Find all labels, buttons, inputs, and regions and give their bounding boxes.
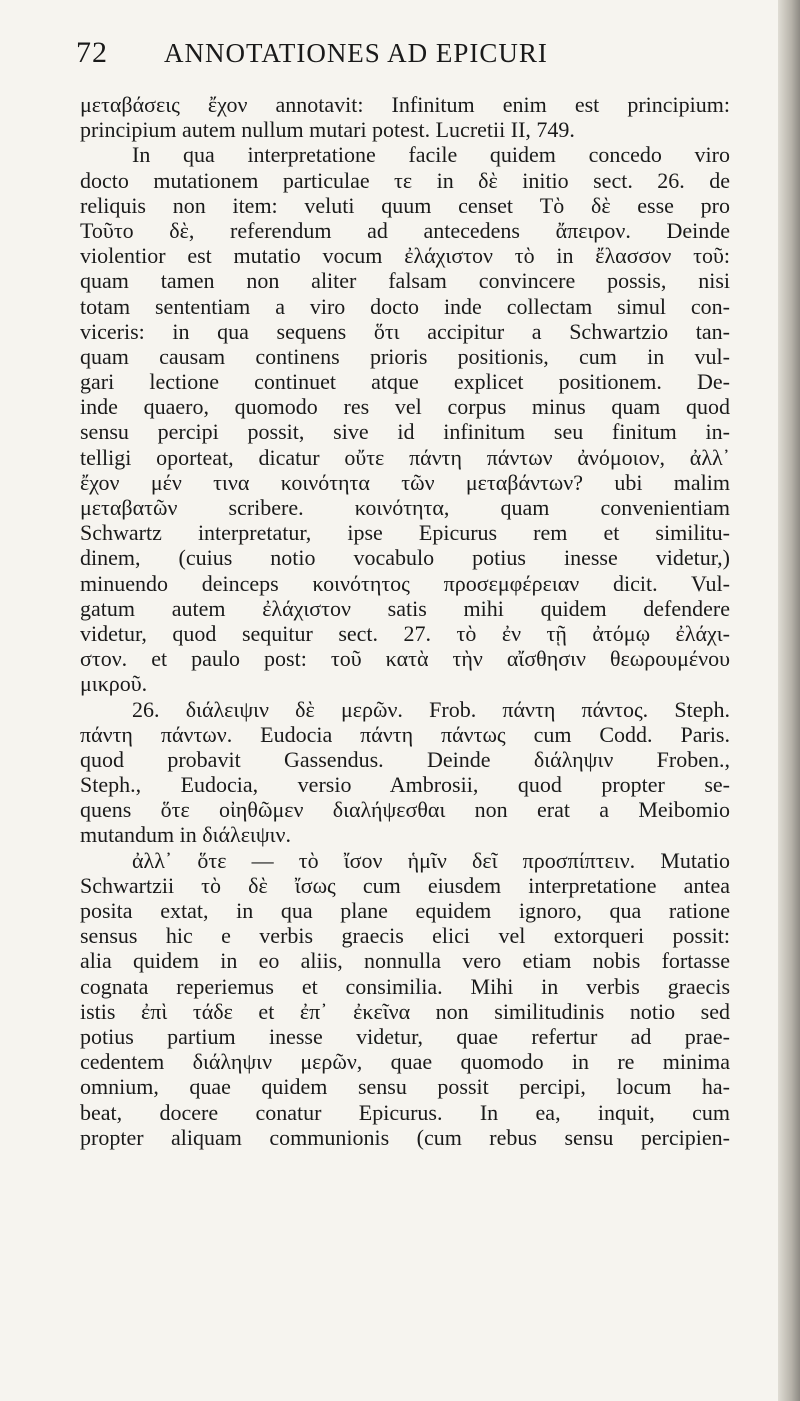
text-line: dinem, (cuius notio vocabulo potius inesse videtur,) xyxy=(80,545,730,571)
text-line: μεταβατῶν scribere. κοινότητα, quam convenientiam xyxy=(80,495,730,520)
text-line: videtur, quod sequitur sect. 27. τὸ ἐν τῇ ἀτόμῳ ἐλάχι- xyxy=(80,620,730,646)
text-line: omnium, quae quidem sensu possit percipi, locum ha- xyxy=(80,1074,730,1100)
text-line: cedentem διάληψιν μερῶν, quae quomodo in re minima xyxy=(80,1049,730,1075)
running-title: ANNOTATIONES AD EPICURI xyxy=(164,38,548,68)
text-line: principium autem nullum mutari potest. Lucretii II, 749. xyxy=(80,117,575,143)
text-line: totam sententiam a viro docto inde collectam simul con- xyxy=(80,293,730,319)
text-line: telligi oporteat, dicatur οὔτε πάντη πάντων ἀνόμοιον, ἀλλ᾽ xyxy=(80,444,730,470)
text-line: ἀλλ᾽ ὅτε — τὸ ἴσον ἡμῖν δεῖ προσπίπτειν. Mutatio xyxy=(132,847,730,873)
text-line: πάντη πάντων. Eudocia πάντη πάντως cum Codd. Paris. xyxy=(80,721,730,747)
text-line: posita extat, in qua plane equidem ignoro, qua ratione xyxy=(80,898,730,923)
text-line: gatum autem ἐλάχιστον satis mihi quidem defendere xyxy=(80,595,730,621)
text-line: sensu percipi possit, sive id infinitum seu finitum in- xyxy=(80,419,730,445)
text-line: quam tamen non aliter falsam convincere possis, nisi xyxy=(80,268,730,294)
text-line: inde quaero, quomodo res vel corpus minus quam quod xyxy=(80,394,730,420)
text-line: docto mutationem particulae τε in δὲ initio sect. 26. de xyxy=(80,167,730,193)
body-text xyxy=(80,92,730,1150)
text-line: minuendo deinceps κοινότητος προσεμφέρειαν dicit. Vul- xyxy=(80,570,730,596)
text-line: Steph., Eudocia, versio Ambrosii, quod propter se- xyxy=(80,772,730,798)
text-line: μεταβάσεις ἔχον annotavit: Infinitum enim est principium: xyxy=(80,92,730,117)
text-line: viceris: in qua sequens ὅτι accipitur a Schwartzio tan- xyxy=(80,318,730,344)
text-line: istis ἐπὶ τάδε et ἐπ᾽ ἐκεῖνα non similitudinis notio sed xyxy=(80,998,730,1024)
text-line: gari lectione continuet atque explicet positionem. De- xyxy=(80,369,730,395)
text-line: quam causam continens prioris positionis, cum in vul- xyxy=(80,343,730,369)
book-spine-shadow xyxy=(778,0,800,1401)
text-line: alia quidem in eo aliis, nonnulla vero etiam nobis fortasse xyxy=(80,948,730,974)
text-line: sensus hic e verbis graecis elici vel extorqueri possit: xyxy=(80,923,730,949)
running-header xyxy=(76,36,736,70)
text-line: quens ὅτε οἰηθῶμεν διαλήψεσθαι non erat a Meibomio xyxy=(80,797,730,823)
text-line: violentior est mutatio vocum ἐλάχιστον τὸ in ἔλασσον τοῦ: xyxy=(80,243,730,269)
text-line: mutandum in διάλειψιν. xyxy=(80,822,291,848)
text-line: ἔχον μέν τινα κοινότητα τῶν μεταβάντων? ubi malim xyxy=(80,469,730,495)
text-line: quod probavit Gassendus. Deinde διάληψιν Froben., xyxy=(80,746,730,772)
text-line: reliquis non item: veluti quum censet Τὸ δὲ esse pro xyxy=(80,192,730,218)
page-number: 72 xyxy=(76,36,108,69)
text-line: potius partium inesse videtur, quae refertur ad prae- xyxy=(80,1023,730,1049)
text-line: Schwartz interpretatur, ipse Epicurus rem et similitu- xyxy=(80,520,730,546)
text-line: Τοῦτο δὲ, referendum ad antecedens ἄπειρον. Deinde xyxy=(80,217,730,243)
text-line: 26. διάλειψιν δὲ μερῶν. Frob. πάντη πάντος. Steph. xyxy=(132,696,730,722)
text-line: cognata reperiemus et consimilia. Mihi in verbis graecis xyxy=(80,973,730,999)
text-line: propter aliquam communionis (cum rebus sensu percipien- xyxy=(80,1124,730,1150)
text-line: In qua interpretatione facile quidem concedo viro xyxy=(132,142,730,168)
text-line: μικροῦ. xyxy=(80,671,148,697)
text-line: Schwartzii τὸ δὲ ἴσως cum eiusdem interpretatione antea xyxy=(80,872,730,898)
text-line: στον. et paulo post: τοῦ κατὰ τὴν αἴσθησιν θεωρουμένου xyxy=(80,646,730,672)
text-line: beat, docere conatur Epicurus. In ea, inquit, cum xyxy=(80,1099,730,1125)
